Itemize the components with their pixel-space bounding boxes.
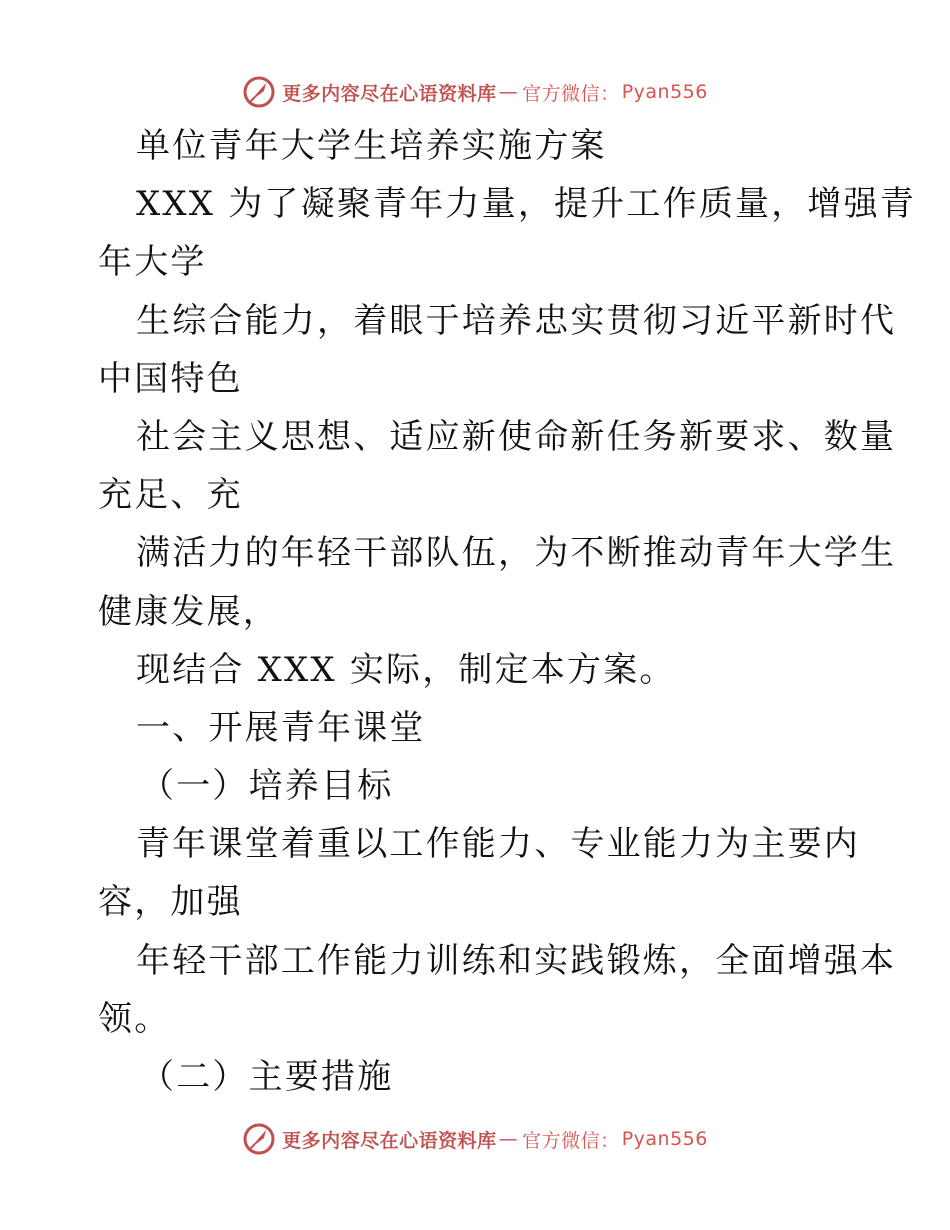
subsection-heading: （二）主要措施 xyxy=(140,1057,394,1097)
banner-wechat-id: Pyan556 xyxy=(621,81,708,103)
banner-separator: — xyxy=(498,81,519,103)
header-banner xyxy=(0,72,950,112)
paragraph-line: 中国特色 xyxy=(98,358,243,399)
banner-text: 更多内容尽在心语资料库 xyxy=(282,82,497,105)
document-body xyxy=(98,117,917,1106)
footer-banner xyxy=(0,1119,950,1159)
subsection-heading: （一）培养目标 xyxy=(140,766,394,807)
banner-wechat-id: Pyan556 xyxy=(621,1128,708,1150)
paragraph-line: 满活力的年轻干部队伍，为不断推动青年大学生 xyxy=(136,533,897,574)
banner-wechat-label: 官方微信： xyxy=(522,1129,620,1152)
banner-text: 更多内容尽在心语资料库 xyxy=(282,1129,497,1152)
paragraph-line: 年轻干部工作能力训练和实践锻炼，全面增强本 xyxy=(136,940,897,981)
paragraph-line: 充足、充 xyxy=(98,475,243,516)
paragraph-line: 青年课堂着重以工作能力、专业能力为主要内 xyxy=(136,824,860,865)
paragraph-line: 健康发展， xyxy=(98,591,279,632)
paragraph-line: 社会主义思想、适应新使命新任务新要求、数量 xyxy=(136,416,897,457)
paragraph-line: 年大学 xyxy=(98,242,207,283)
quill-seal-icon xyxy=(242,75,276,109)
paragraph-line: 领。 xyxy=(98,998,171,1039)
document-title: 单位青年大学生培养实施方案 xyxy=(136,126,607,166)
paragraph-line: 生综合能力，着眼于培养忠实贯彻习近平新时代 xyxy=(136,300,897,341)
banner-wechat-label: 官方微信： xyxy=(522,82,620,105)
paragraph-line: 容，加强 xyxy=(98,882,243,923)
paragraph-line: 现结合 XXX 实际，制定本方案。 xyxy=(136,649,676,690)
quill-seal-icon xyxy=(242,1122,276,1156)
paragraph-line: XXX 为了凝聚青年力量，提升工作质量，增强青 xyxy=(136,184,917,225)
banner-separator: — xyxy=(498,1128,519,1150)
section-heading: 一、开展青年课堂 xyxy=(136,707,426,748)
